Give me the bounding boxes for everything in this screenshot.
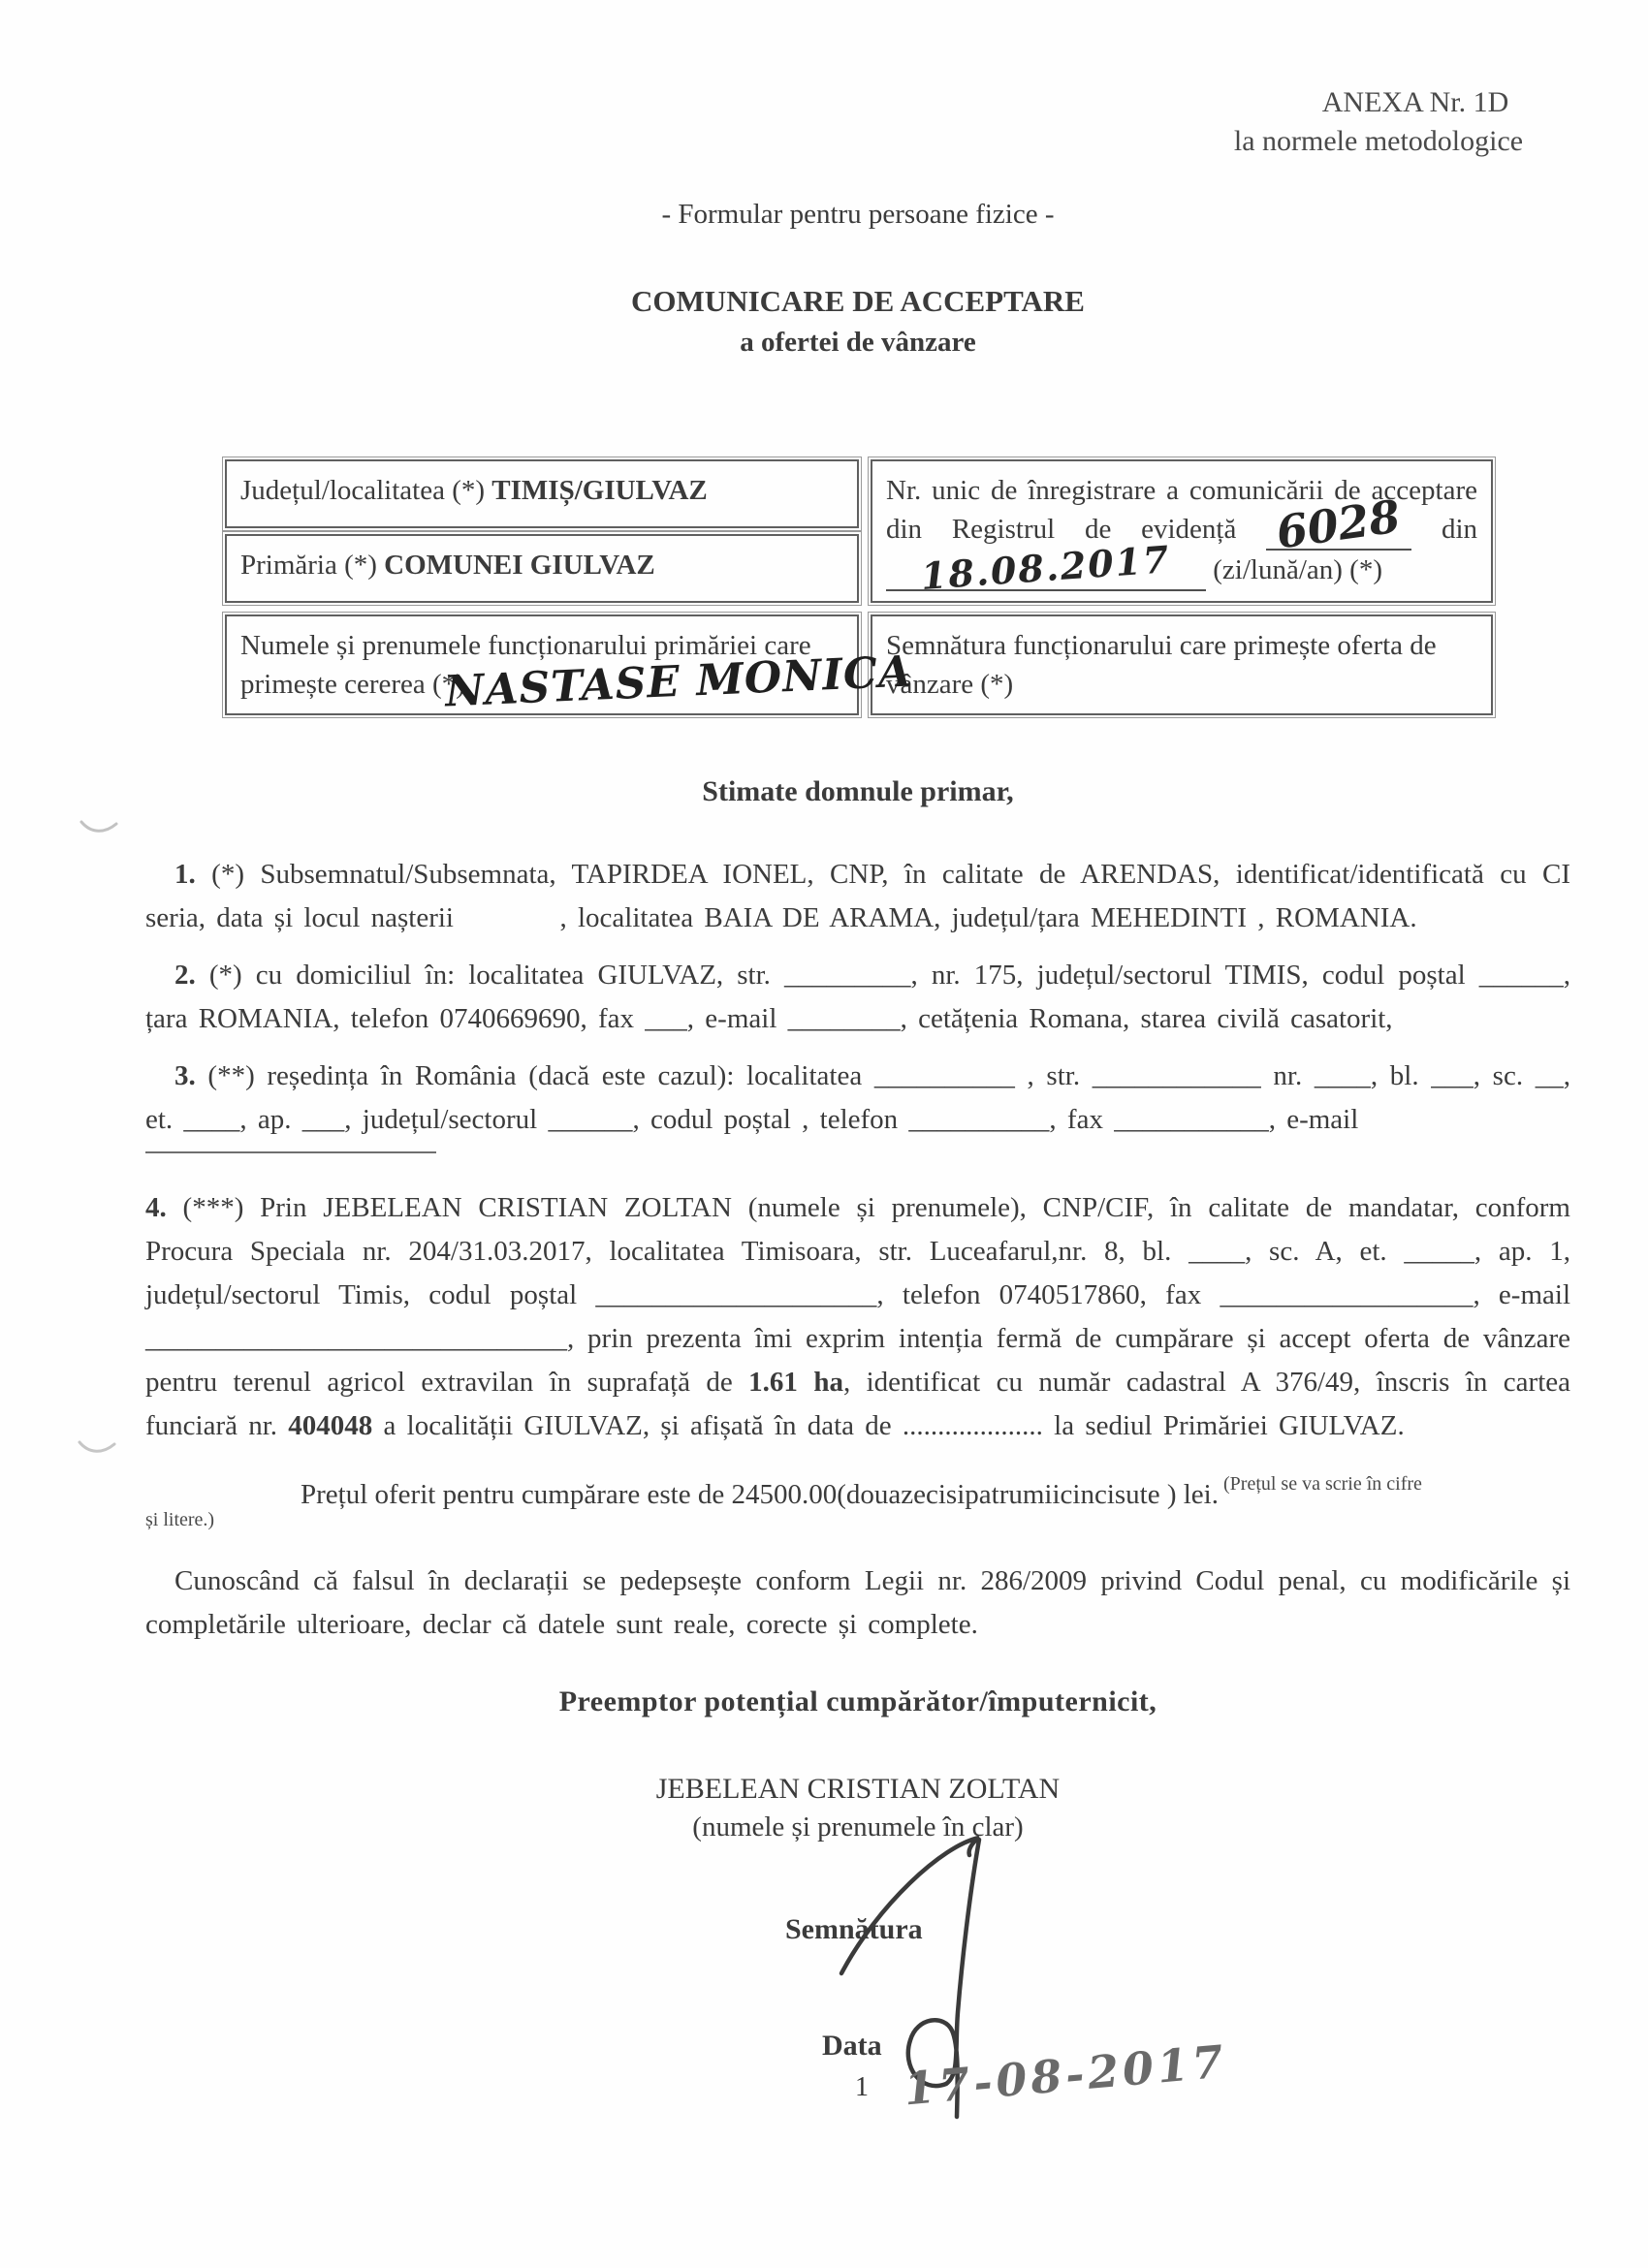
paragraph-4-number: 4. (145, 1192, 167, 1223)
registration-number-cell (871, 459, 1493, 603)
registration-date-format: (zi/lună/an) (*) (1213, 554, 1382, 585)
semnatura-functionar-cell (871, 614, 1493, 715)
scan-artifact-mark-2 (78, 1436, 116, 1458)
closing-declaration: Cunoscând că falsul în declarații se pedepsește conform Legii nr. 286/2009 privind Codul penal, cu modificările și completările ulterioare, declar că datele sunt reale, corecte și complete. (145, 1565, 1570, 1640)
anexa-line2: la normele metodologice (1233, 125, 1524, 157)
paragraph-3-text: (**) reședința în România (dacă este cazul): localitatea __________ , str. ____________ nr. ____, bl. ___, sc. __, et. ____, ap. ___, județul/sectorul ______, codul poștal , telefon __________, fax ___________, e-mail (145, 1060, 1570, 1135)
paragraph-2-text: (*) cu domiciliul în: localitatea GIULVAZ, str. _________, nr. 175, județul/sectorul TIMIS, codul poștal ______, țara ROMANIA, telefon 0740669690, fax ___, e-mail ________, cetățenia Romana, starea civilă casatorit, (145, 960, 1570, 1034)
primaria-label: Primăria (*) (240, 550, 377, 581)
functionar-cell (225, 614, 914, 717)
page-number: 1 (855, 2072, 869, 2102)
preemptor-name-note: (numele și prenumele în clar) (692, 1811, 1024, 1843)
primaria-value: COMUNEI GIULVAZ (384, 550, 655, 581)
data-label: Data (822, 2030, 882, 2062)
scan-artifact-mark-1 (79, 816, 118, 837)
preemptor-heading: Preemptor potențial cumpărător/împuternicit, (558, 1685, 1157, 1717)
registration-din-text: din (1441, 514, 1478, 545)
primaria-cell (225, 534, 859, 603)
handwritten-registration-date: 18.08.2017 (919, 537, 1172, 598)
document-content (145, 0, 1570, 2163)
paragraph-1-text: (*) Subsemnatul/Subsemnata, TAPIRDEA IONEL, CNP, în calitate de ARENDAS, identificat/identificată cu CI seria, data și locul nașterii , localitatea BAIA DE ARAMA, județul/țara MEHEDINTI , ROMANIA. (145, 859, 1570, 933)
registration-number-text: Nr. unic de înregistrare a comunicării de acceptare din Registrul de evidență (886, 475, 1477, 545)
registration-table (225, 459, 1570, 715)
paragraph-4-text-c: a localității GIULVAZ, și afișată în data de .................... la sediul Primăriei GIULVAZ. (372, 1410, 1405, 1441)
semnatura-label: Semnătura (785, 1913, 923, 1945)
judet-value: TIMIȘ/GIULVAZ (491, 475, 708, 506)
paragraph-1 (145, 853, 1570, 940)
form-type-line: - Formular pentru persoane fizice - (661, 199, 1055, 230)
paragraph-4-area-value: 1.61 ha (748, 1367, 843, 1398)
salutation: Stimate domnule primar, (702, 775, 1014, 807)
paragraph-4-text-a: (***) Prin JEBELEAN CRISTIAN ZOLTAN (numele și prenumele), CNP/CIF, în calitate de mandatar, conform Procura Speciala nr. 204/31.03.2017, localitatea Timisoara, str. Luceafarul,nr. 8, bl. ____, sc. A, et. _____, ap. 1, județul/sectorul Timis, codul poștal ____________________, telefon 0740517860, fax __________________, e-mail ______________________________, prin prezenta îmi exprim intenția fermă de cumpărare și accept oferta de vânzare pentru terenul agricol extravilan în suprafață de (145, 1192, 1570, 1398)
semnatura-functionar-label: Semnătura funcționarului care primește oferta de vânzare (*) (886, 630, 1437, 700)
title-line2: a ofertei de vânzare (740, 327, 976, 358)
price-block (145, 1473, 1570, 1530)
title-line1: COMUNICARE DE ACCEPTARE (631, 284, 1085, 318)
paragraph-4-land-book-number: 404048 (288, 1410, 373, 1441)
judet-cell (225, 459, 859, 528)
preemptor-name: JEBELEAN CRISTIAN ZOLTAN (655, 1773, 1061, 1805)
price-note-superscript: (Prețul se va scrie în cifre (1219, 1473, 1422, 1495)
price-line (301, 1473, 1570, 1517)
registration-number-blank (1266, 489, 1411, 559)
handwritten-functionar-name: NASTASE MONICA (444, 646, 914, 717)
anexa-line1: ANEXA Nr. 1D (1321, 86, 1509, 118)
price-note-continuation: și litere.) (145, 1509, 215, 1530)
judet-label: Județul/localitatea (*) (240, 475, 486, 506)
table-left-column (225, 459, 859, 603)
document-title (145, 281, 1570, 362)
paragraph-2-number: 2. (174, 960, 196, 991)
handwritten-registration-number: 6028 (1273, 489, 1404, 559)
paragraph-3 (145, 1055, 1570, 1142)
paragraph-4-text-b: , identificat cu număr cadastral A 376/49, înscris în cartea funciară nr. (145, 1367, 1570, 1441)
handwritten-date: 17-08-2017 (902, 2034, 1229, 2116)
paragraph-2 (145, 954, 1570, 1041)
paragraph-4 (145, 1186, 1570, 1448)
registration-date-blank (886, 537, 1206, 598)
functionar-label: Numele și prenumele funcționarului primăriei care primește cererea (*) (240, 630, 811, 700)
signature-zone (145, 1843, 1570, 2163)
price-text: Prețul oferit pentru cumpărare este de 24500.00(douazecisipatrumiicincisute ) lei. (301, 1479, 1219, 1510)
paragraph-3-number: 3. (174, 1060, 196, 1091)
paragraph-1-number: 1. (174, 859, 196, 890)
email-continuation-blank (145, 1148, 436, 1153)
